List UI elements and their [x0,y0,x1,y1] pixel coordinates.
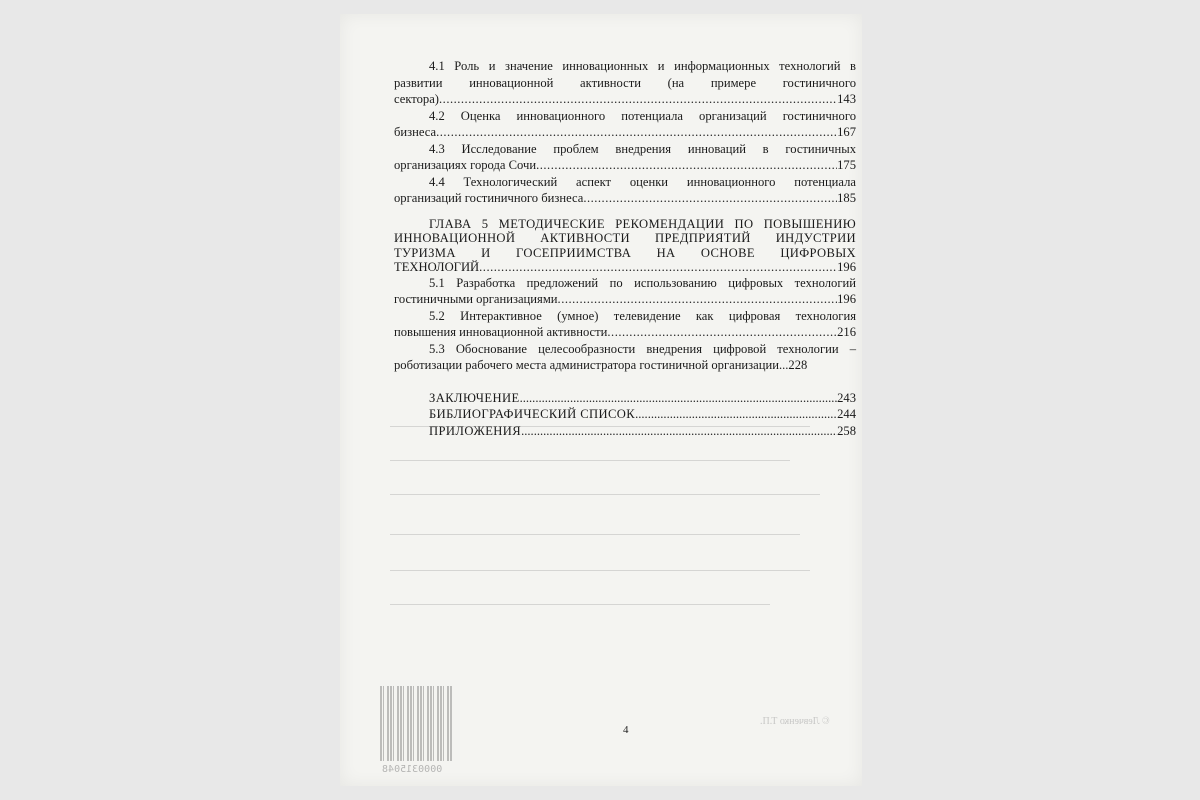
toc-entry-5-1 [394,275,856,308]
toc-entry-leader-line [394,124,856,141]
toc-entry-text: 5.1 Разработка предложений по использованию цифровых технологий [429,275,856,290]
barcode-icon [380,686,452,761]
dot-leader [520,390,838,407]
toc-entry-text: роботизации рабочего места администратора гостиничной организации... [394,358,789,372]
dot-leader [558,291,838,308]
barcode-number: 0000315048 [382,764,443,775]
toc-entry-text: развитии инновационной активности (на примере гостиничного [394,75,856,90]
toc-entry-text: гостиничными организациями [394,292,558,306]
toc-page-number: 244 [837,407,856,421]
toc-entry-leader-line [394,190,856,207]
copyright-bleed: © Левченко Т.П. [760,716,830,727]
dot-leader [607,324,837,341]
toc-entry-text: сектора) [394,92,440,106]
chapter-heading-line: ТЕХНОЛОГИЙ [394,260,480,274]
chapter-heading-line: ТУРИЗМА И ГОСЕПРИИМСТВА НА ОСНОВЕ ЦИФРОВЫХ [394,245,856,260]
toc-entry-text: 5.3 Обоснование целесообразности внедрения цифровой технологии – [429,341,856,356]
dot-leader [521,423,837,440]
page-number: 4 [623,724,629,736]
toc-entry-4-2 [394,108,856,141]
bleed-through-line [390,460,790,461]
toc-entry-leader-line [394,291,856,308]
toc-final-sections [394,390,856,440]
toc-page-number: 175 [837,158,856,172]
toc-page-number: 216 [837,325,856,339]
toc-entry-text: 5.2 Интерактивное (умное) телевидение как цифровая технология [429,308,856,323]
toc-entry-text: 4.1 Роль и значение инновационных и информационных технологий в [429,59,856,73]
table-of-contents [394,58,856,439]
toc-entry-4-1 [394,58,856,108]
toc-entry-leader-line [394,91,856,108]
dot-leader [635,406,837,423]
toc-page-number: 167 [837,125,856,139]
chapter-heading-line: ИННОВАЦИОННОЙ АКТИВНОСТИ ПРЕДПРИЯТИЙ ИНДУСТРИИ [394,231,856,245]
chapter-heading-line: ГЛАВА 5 МЕТОДИЧЕСКИЕ РЕКОМЕНДАЦИИ ПО ПОВЫШЕНИЮ [429,216,856,231]
bleed-through-line [390,604,770,605]
toc-entry-5-2 [394,308,856,341]
toc-entry-text: 4.2 Оценка инновационного потенциала организаций гостиничного [429,108,856,123]
toc-entry-4-4 [394,174,856,207]
toc-entry-text: ЗАКЛЮЧЕНИЕ [429,390,520,405]
chapter-5-heading [394,217,856,275]
document-page [340,14,862,786]
toc-entry-bibliography [429,406,856,423]
dot-leader [583,190,837,207]
dot-leader [439,91,837,108]
dot-leader [536,157,837,174]
bleed-through-line [390,494,820,495]
toc-page-number: 243 [837,390,856,405]
dot-leader [436,124,837,141]
toc-page-number: 196 [837,292,856,306]
toc-entry-text: БИБЛИОГРАФИЧЕСКИЙ СПИСОК [429,407,636,421]
toc-page-number: 228 [788,358,808,372]
toc-entry-leader-line [394,260,856,275]
toc-entry-5-3 [394,341,856,374]
toc-entry-conclusion [429,390,856,407]
toc-page-number: 143 [837,92,856,106]
toc-entry-leader-line [394,357,856,374]
bleed-through-line [390,534,800,535]
toc-entry-leader-line [394,157,856,174]
toc-entry-leader-line [394,324,856,341]
toc-entry-text: ПРИЛОЖЕНИЯ [429,423,522,438]
dot-leader [479,260,837,275]
toc-page-number: 196 [837,260,856,274]
toc-page-number: 258 [837,423,856,438]
toc-entry-appendices [429,423,856,440]
toc-entry-text: организаций гостиничного бизнеса [394,191,584,205]
bleed-through-line [390,570,810,571]
toc-entry-text: повышения инновационной активности [394,325,608,339]
toc-entry-4-3 [394,141,856,174]
toc-entry-text: организациях города Сочи [394,158,537,172]
toc-entry-text: 4.3 Исследование проблем внедрения инноваций в гостиничных [429,141,856,156]
toc-entry-text: бизнеса [394,125,437,139]
toc-entry-text: 4.4 Технологический аспект оценки инновационного потенциала [429,174,856,189]
toc-page-number: 185 [837,191,856,205]
